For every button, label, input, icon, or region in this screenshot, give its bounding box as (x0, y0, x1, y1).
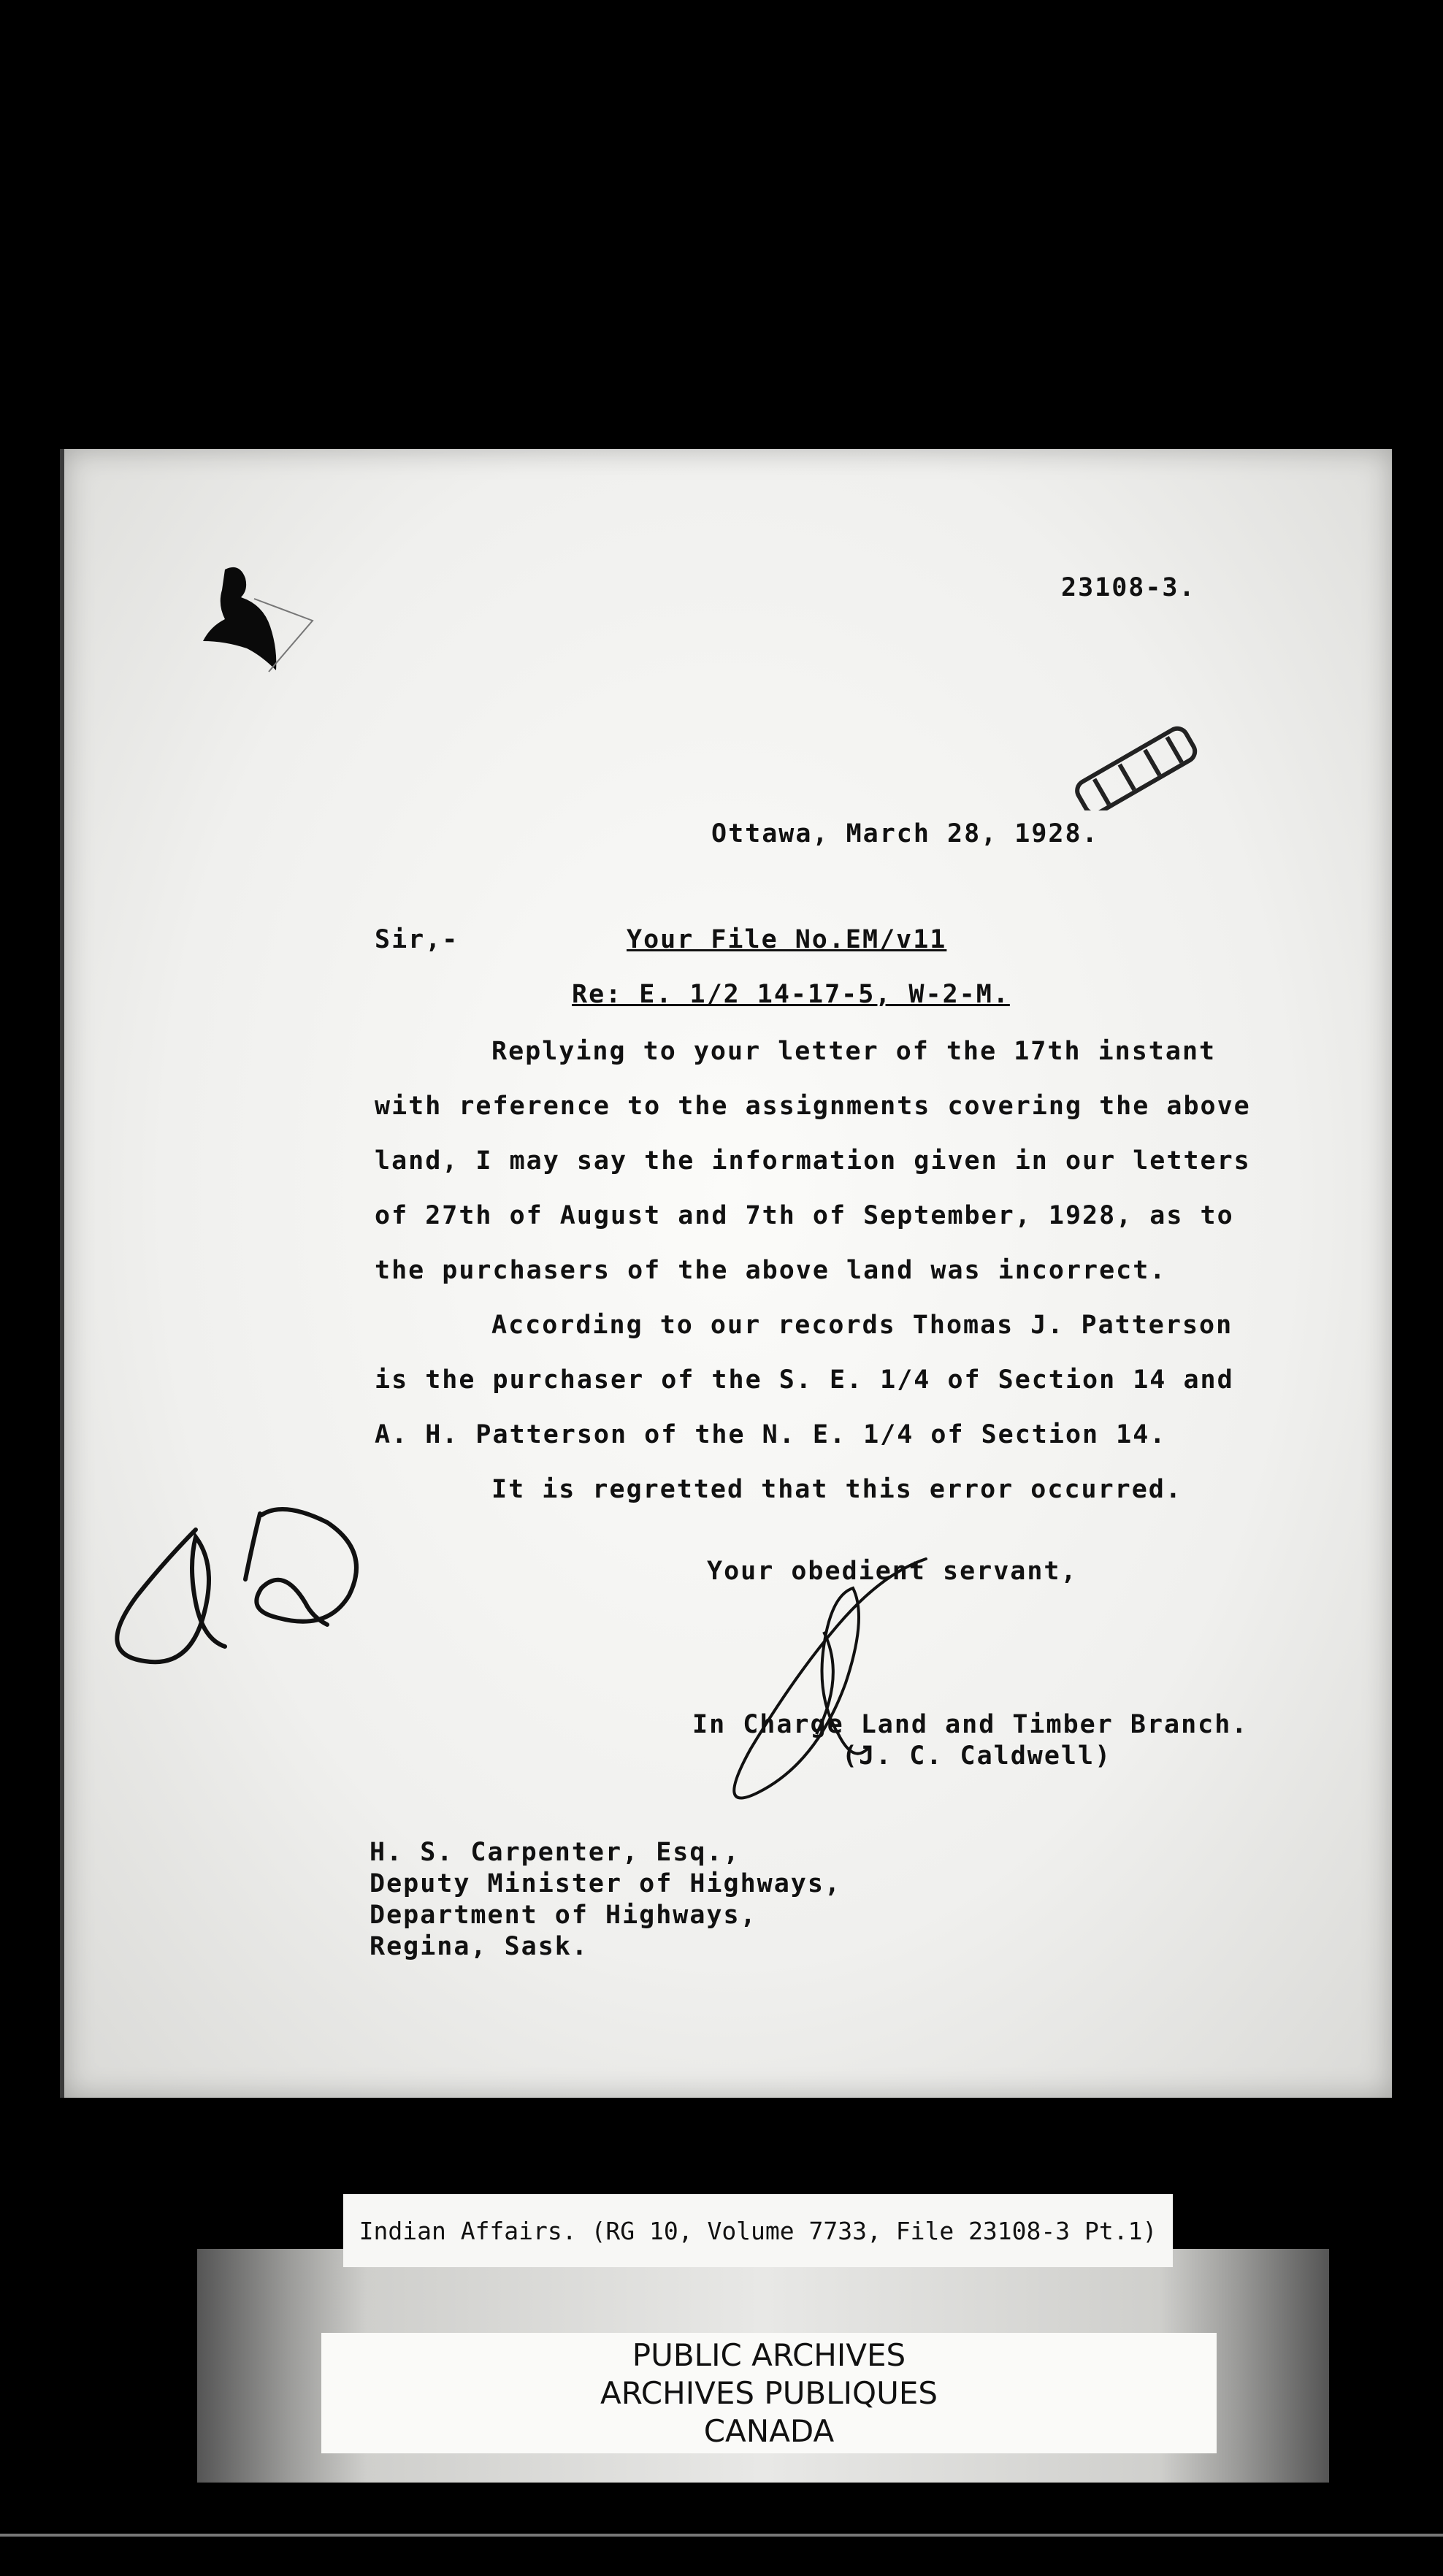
subject-file: Your File No.EM/v11 (627, 925, 947, 954)
signature-title: In Charge Land and Timber Branch. (692, 1710, 1249, 1739)
file-reference: 23108-3. (1061, 573, 1196, 602)
ink-blot-mark (181, 562, 342, 694)
date-stamp (1043, 723, 1233, 810)
subject-re: Re: E. 1/2 14-17-5, W-2-M. (572, 980, 1010, 1009)
archive-line-2: ARCHIVES PUBLIQUES (600, 2374, 938, 2411)
signature-name: (J. C. Caldwell) (842, 1741, 1112, 1771)
archive-reference-label (343, 2194, 1173, 2267)
body-line: of 27th of August and 7th of September, 1928, as to (375, 1201, 1234, 1230)
film-frame-top (0, 0, 1443, 449)
recipient-line: H. S. Carpenter, Esq., (370, 1838, 740, 1867)
recipient-line: Regina, Sask. (370, 1932, 589, 1961)
body-line: According to our records Thomas J. Patterson (491, 1311, 1233, 1340)
body-line: the purchasers of the above land was incorrect. (375, 1256, 1167, 1285)
archive-stamp (321, 2333, 1217, 2453)
salutation: Sir,- (375, 925, 459, 954)
place-date: Ottawa, March 28, 1928. (711, 819, 1099, 848)
archive-reference-text: Indian Affairs. (RG 10, Volume 7733, File 23108-3 Pt.1) (359, 2216, 1157, 2245)
signature (692, 1544, 955, 1822)
archive-line-3: CANADA (703, 2412, 835, 2449)
closing: Your obedient servant, (707, 1557, 1078, 1586)
body-line: Replying to your letter of the 17th instant (491, 1037, 1217, 1066)
letter-page (60, 449, 1392, 2098)
handwritten-initials (86, 1486, 393, 1668)
body-line: A. H. Patterson of the N. E. 1/4 of Section 14. (375, 1420, 1167, 1449)
body-line: land, I may say the information given in our letters (375, 1146, 1251, 1176)
body-line: It is regretted that this error occurred. (491, 1475, 1182, 1504)
recipient-line: Deputy Minister of Highways, (370, 1869, 842, 1898)
film-edge-line (0, 2534, 1443, 2537)
body-line: with reference to the assignments covering the above (375, 1092, 1251, 1121)
body-line: is the purchaser of the S. E. 1/4 of Section 14 and (375, 1365, 1234, 1395)
archive-line-1: PUBLIC ARCHIVES (632, 2337, 906, 2373)
recipient-line: Department of Highways, (370, 1901, 757, 1930)
